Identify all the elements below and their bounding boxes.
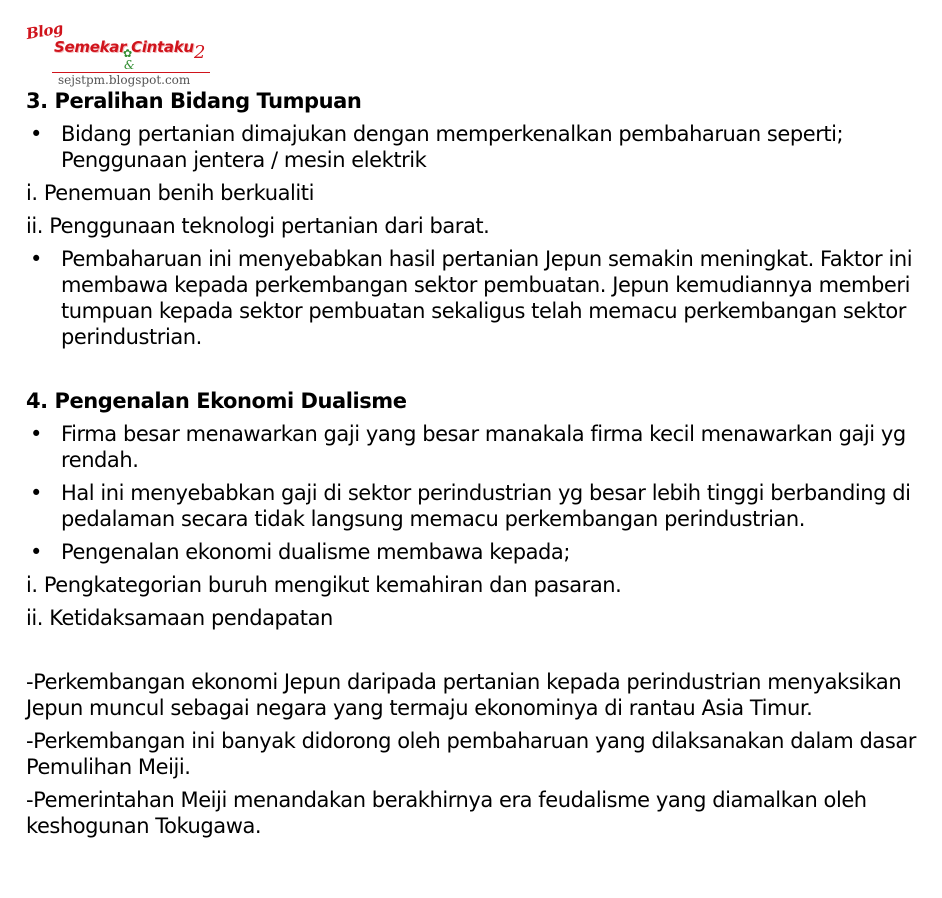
section-3-heading: 3. Peralihan Bidang Tumpuan	[26, 89, 362, 113]
bullet-item	[26, 539, 926, 565]
bullet-item	[26, 246, 926, 350]
bullet-text: Hal ini menyebabkan gaji di sektor perindustrian yg besar lebih tinggi berbanding di pedalaman secara tidak langsung memacu perkembangan perindustrian.	[61, 481, 911, 531]
bullet-icon: •	[30, 481, 42, 505]
logo-number: 2	[194, 42, 206, 63]
spacer	[26, 631, 926, 662]
flower-icon: ✿	[123, 47, 133, 60]
logo-blog-text: Blog	[24, 18, 65, 44]
bullet-text: Pembaharuan ini menyebabkan hasil pertanian Jepun semakin meningkat. Faktor ini membawa kepada perkembangan sektor pembuatan. Jepun kemudiannya memberi tumpuan kepada sektor pembuatan sekaligus telah memacu perkembangan sektor perindustrian.	[61, 247, 913, 349]
bullet-item	[26, 480, 926, 532]
sub-item: i. Pengkategorian buruh mengikut kemahiran dan pasaran.	[26, 573, 622, 597]
conclusion-paragraph: -Pemerintahan Meiji menandakan berakhirnya era feudalisme yang diamalkan oleh keshogunan Tokugawa.	[26, 788, 867, 838]
bullet-item	[26, 421, 926, 473]
blog-logo	[24, 18, 224, 92]
bullet-icon: •	[30, 540, 42, 564]
sub-item: ii. Ketidaksamaan pendapatan	[26, 606, 333, 630]
logo-ampersand: &	[124, 58, 135, 72]
bullet-text: Firma besar menawarkan gaji yang besar manakala firma kecil menawarkan gaji yg rendah.	[61, 422, 906, 472]
bullet-text: Pengenalan ekonomi dualisme membawa kepada;	[61, 540, 570, 564]
logo-url: sejstpm.blogspot.com	[58, 73, 191, 87]
conclusion-paragraph: -Perkembangan ini banyak didorong oleh pembaharuan yang dilaksanakan dalam dasar Pemulihan Meiji.	[26, 729, 916, 779]
spacer	[26, 350, 926, 388]
sub-item: ii. Penggunaan teknologi pertanian dari barat.	[26, 214, 490, 238]
bullet-item	[26, 121, 926, 173]
conclusion-paragraph: -Perkembangan ekonomi Jepun daripada pertanian kepada perindustrian menyaksikan Jepun muncul sebagai negara yang termaju ekonominya di rantau Asia Timur.	[26, 670, 902, 720]
document-body	[26, 88, 926, 839]
bullet-icon: •	[30, 247, 42, 271]
section-4-heading: 4. Pengenalan Ekonomi Dualisme	[26, 389, 407, 413]
bullet-icon: •	[30, 422, 42, 446]
bullet-icon: •	[30, 122, 42, 146]
sub-item: i. Penemuan benih berkualiti	[26, 181, 314, 205]
logo-name-part2: Cintaku	[131, 38, 194, 56]
logo-name-part1: Semekar	[54, 38, 127, 56]
bullet-text: Bidang pertanian dimajukan dengan memperkenalkan pembaharuan seperti; Penggunaan jentera / mesin elektrik	[61, 122, 844, 172]
